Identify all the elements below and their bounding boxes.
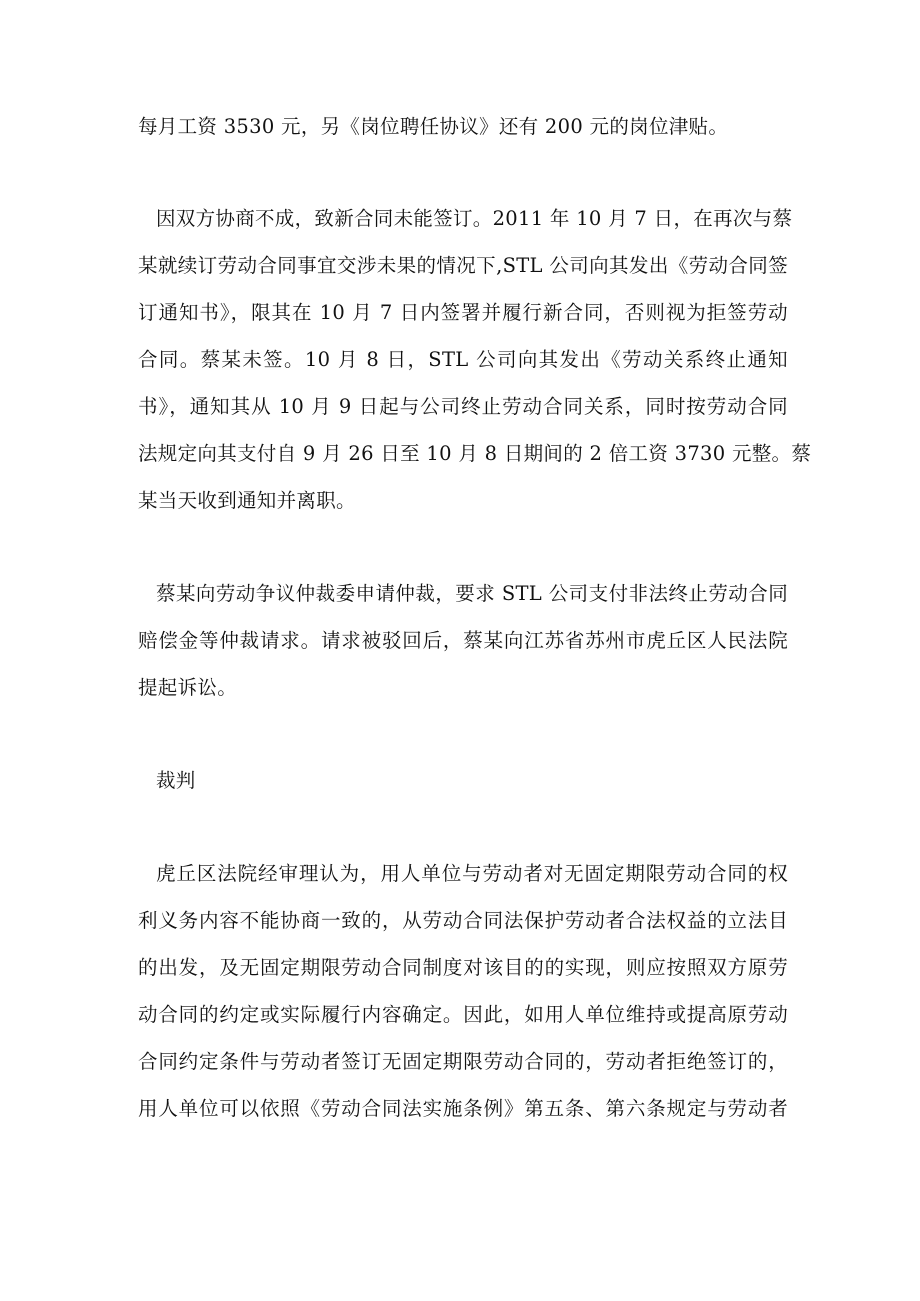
text-line: 每月工资 3530 元，另《岗位聘任协议》还有 200 元的岗位津贴。 — [138, 115, 729, 138]
text-line: 动合同的约定或实际履行内容确定。因此，如用人单位维持或提高原劳动 — [138, 1003, 788, 1026]
text-line: 提起诉讼。 — [138, 676, 238, 699]
text-line: 用人单位可以依照《劳动合同法实施条例》第五条、第六条规定与劳动者 — [138, 1097, 788, 1120]
text-line: 虎丘区法院经审理认为，用人单位与劳动者对无固定期限劳动合同的权 — [156, 862, 788, 885]
text-line: 利义务内容不能协商一致的，从劳动合同法保护劳动者合法权益的立法目 — [138, 909, 788, 932]
text-line: 法规定向其支付自 9 月 26 日至 10 月 8 日期间的 2 倍工资 3730 元整。蔡 — [138, 442, 812, 465]
text-line: 合同约定条件与劳动者签订无固定期限劳动合同的，劳动者拒绝签订的， — [138, 1050, 788, 1073]
section-heading: 裁判 — [156, 769, 196, 792]
text-line: 某当天收到通知并离职。 — [138, 489, 356, 512]
text-line: 书》，通知其从 10 月 9 日起与公司终止劳动合同关系，同时按劳动合同 — [138, 395, 788, 418]
text-line: 蔡某向劳动争议仲裁委申请仲裁，要求 STL 公司支付非法终止劳动合同 — [156, 582, 788, 605]
text-line: 的出发，及无固定期限劳动合同制度对该目的的实现，则应按照双方原劳 — [138, 956, 788, 979]
text-line: 某就续订劳动合同事宜交涉未果的情况下,STL 公司向其发出《劳动合同签 — [138, 254, 788, 277]
text-line: 因双方协商不成，致新合同未能签订。2011 年 10 月 7 日，在再次与蔡 — [156, 207, 793, 230]
text-line: 订通知书》，限其在 10 月 7 日内签署并履行新合同，否则视为拒签劳动 — [138, 301, 788, 324]
text-line: 合同。蔡某未签。10 月 8 日，STL 公司向其发出《劳动关系终止通知 — [138, 348, 788, 371]
text-line: 赔偿金等仲裁请求。请求被驳回后，蔡某向江苏省苏州市虎丘区人民法院 — [138, 629, 788, 652]
